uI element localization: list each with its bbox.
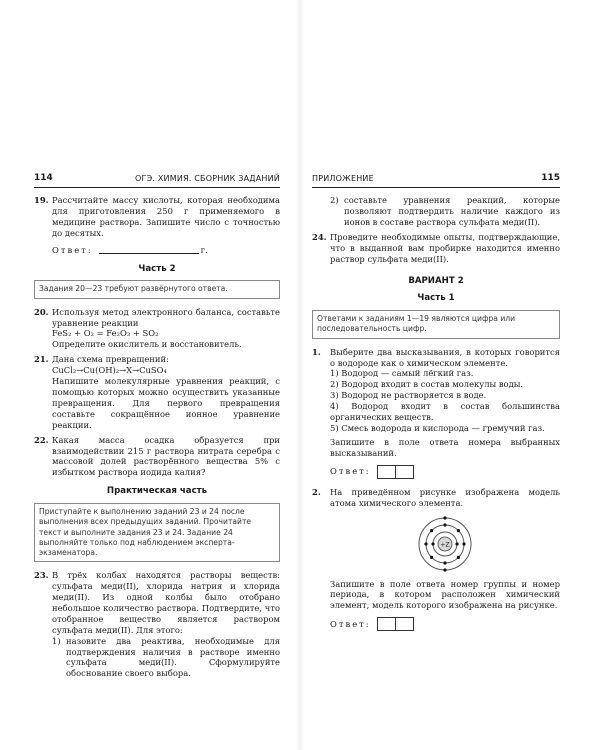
- task-instruction: Запишите в поле ответа номер группы и номер периода, в котором расположен химический элемент, модель которого изображена на рисунке.: [330, 578, 560, 611]
- page-number: 114: [34, 173, 53, 183]
- answer-row: [330, 617, 560, 631]
- option-item: 2) Водород входит в состав молекулы воды.: [330, 379, 524, 390]
- left-page-header: [34, 173, 280, 188]
- answer-blank[interactable]: [99, 253, 199, 254]
- electron: [457, 555, 460, 558]
- task-text: Дана схема превращений:: [52, 354, 169, 365]
- subitem-number: 2): [330, 195, 339, 205]
- task-instruction: Запишите в поле ответа номера выбранных высказываний.: [330, 436, 560, 458]
- task-text: Рассчитайте массу кислоты, которая необходима для приготовления 250 г применяемого в медицине раствора. Запишите число с точностью до десятых.: [52, 195, 280, 238]
- task-text: Проведите необходимые опыты, подтверждающие, что в выданной вам пробирке находится именно раствор сульфата меди(II).: [330, 231, 560, 264]
- answer-row: [330, 465, 560, 479]
- answer-cell[interactable]: [377, 617, 396, 631]
- task-1: [312, 347, 560, 479]
- electron: [462, 542, 465, 545]
- task-text: Какая масса осадка образуется при взаимодействии 215 г раствора нитрата серебра с массовой долей растворённого вещества 5% с избытком раствора иодида калия?: [52, 434, 280, 478]
- task-number: 2.: [312, 486, 321, 497]
- task-text-continued: Напишите молекулярные уравнения реакций, с помощью которых можно осуществить указанные превращения. Для первого превращения составьте сокращённое ионное уравнение реакции.: [52, 376, 280, 430]
- task-20: [34, 307, 280, 351]
- electron: [431, 542, 434, 545]
- atom-model-figure: [330, 515, 560, 573]
- task-text-continued: Определите окислитель и восстановитель.: [52, 339, 242, 350]
- task-number: 21.: [34, 354, 49, 365]
- answer-label: Ответ:: [52, 244, 93, 255]
- task-number: 23.: [34, 570, 49, 581]
- transformation-scheme: CuCl₂→Cu(OH)₂→X→CuSO₄: [52, 365, 167, 376]
- task-23-subitem-2: [330, 195, 560, 228]
- practical-instruction-box: Приступайте к выполнению заданий 23 и 24 после выполнения всех предыдущих заданий. Прочитайте текст и выполните задания 23 и 24. Задание 24 выполняйте только под наблюдением эксперта-экзаменатора.: [34, 503, 280, 562]
- right-page-header: [312, 173, 560, 188]
- practical-part-heading: Практическая часть: [106, 486, 208, 497]
- task-number: 1.: [312, 346, 321, 357]
- task-number: 24.: [312, 231, 327, 242]
- answer-cell[interactable]: [396, 465, 414, 479]
- electron: [430, 529, 433, 532]
- part-1-heading: Часть 1: [417, 293, 455, 304]
- subitem-text: назовите два реактива, необходимые для подтверждения наличия в растворе именно сульфата меди(II). Сформулируйте обоснование своего выбора.: [66, 635, 280, 679]
- task-19: [34, 195, 280, 256]
- task-24: [312, 232, 560, 265]
- task-23-subitem-1: [52, 636, 280, 680]
- electron: [455, 542, 458, 545]
- part-2-instruction-box: Задания 20—23 требуют развёрнутого ответа.: [34, 280, 280, 298]
- variant-heading: ВАРИАНТ 2: [408, 276, 464, 287]
- task-text: На приведённом рисунке изображена модель атома химического элемента.: [330, 486, 560, 508]
- task-23-continued: [312, 195, 560, 228]
- task-text: Выберите два высказывания, в которых говорится о водороде как о химическом элементе.: [330, 346, 560, 368]
- answer-label: Ответ:: [330, 618, 371, 629]
- option-item: 4) Водород входит в состав большинства органических веществ.: [330, 401, 560, 423]
- option-item: 3) Водород не растворяется в воде.: [330, 390, 487, 401]
- subitem-text: составьте уравнения реакций, которые позволяют подтвердить наличие каждого из ионов в составе раствора сульфата меди(II).: [344, 195, 560, 227]
- task-21: [34, 354, 280, 430]
- electron: [457, 529, 460, 532]
- answer-unit: г.: [200, 244, 208, 255]
- electron: [424, 542, 427, 545]
- electron: [443, 568, 446, 571]
- answer-line: [52, 245, 280, 256]
- part-2-heading: Часть 2: [138, 263, 176, 274]
- nucleus-label: +Z: [440, 541, 450, 549]
- electron: [443, 523, 446, 526]
- task-text: Используя метод электронного баланса, составьте уравнение реакции: [52, 306, 280, 328]
- running-title: ПРИЛОЖЕНИЕ: [312, 174, 374, 183]
- subitem-number: 1): [52, 635, 61, 646]
- atom-model-diagram: [416, 515, 474, 573]
- task-number: 22.: [34, 434, 49, 445]
- electron: [430, 555, 433, 558]
- task-22: [34, 435, 280, 479]
- right-page: [300, 0, 600, 750]
- answer-cell[interactable]: [396, 617, 414, 631]
- part-1-instruction-box: Ответами к заданиям 1—19 являются цифра или последовательность цифр.: [312, 310, 560, 338]
- electron: [443, 516, 446, 519]
- answer-cell[interactable]: [377, 465, 396, 479]
- page-number: 115: [541, 173, 560, 183]
- task-2: [312, 487, 560, 632]
- left-column: [34, 195, 280, 683]
- right-column: [312, 195, 560, 637]
- electron: [443, 561, 446, 564]
- task-number: 19.: [34, 195, 49, 205]
- task-text: В трёх колбах находятся растворы веществ: сульфата меди(II), хлорида натрия и хлорида меди(II). Из одной колбы было отобрано небольшое количество раствора. Подтвердите, что отобранное вещество является раствором сульфата меди(II). Для этого:: [52, 570, 280, 635]
- task-number: 20.: [34, 306, 49, 317]
- task-23: [34, 570, 280, 679]
- reaction-equation: FeS₂ + O₂ = Fe₂O₃ + SO₂: [52, 328, 159, 339]
- option-item: 1) Водород — самый лёгкий газ.: [330, 368, 474, 379]
- options-list: [330, 368, 560, 433]
- option-item: 5) Смесь водорода и кислорода — гремучий газ.: [330, 423, 545, 433]
- answer-label: Ответ:: [330, 466, 371, 477]
- running-title: ОГЭ. ХИМИЯ. СБОРНИК ЗАДАНИЙ: [135, 174, 280, 183]
